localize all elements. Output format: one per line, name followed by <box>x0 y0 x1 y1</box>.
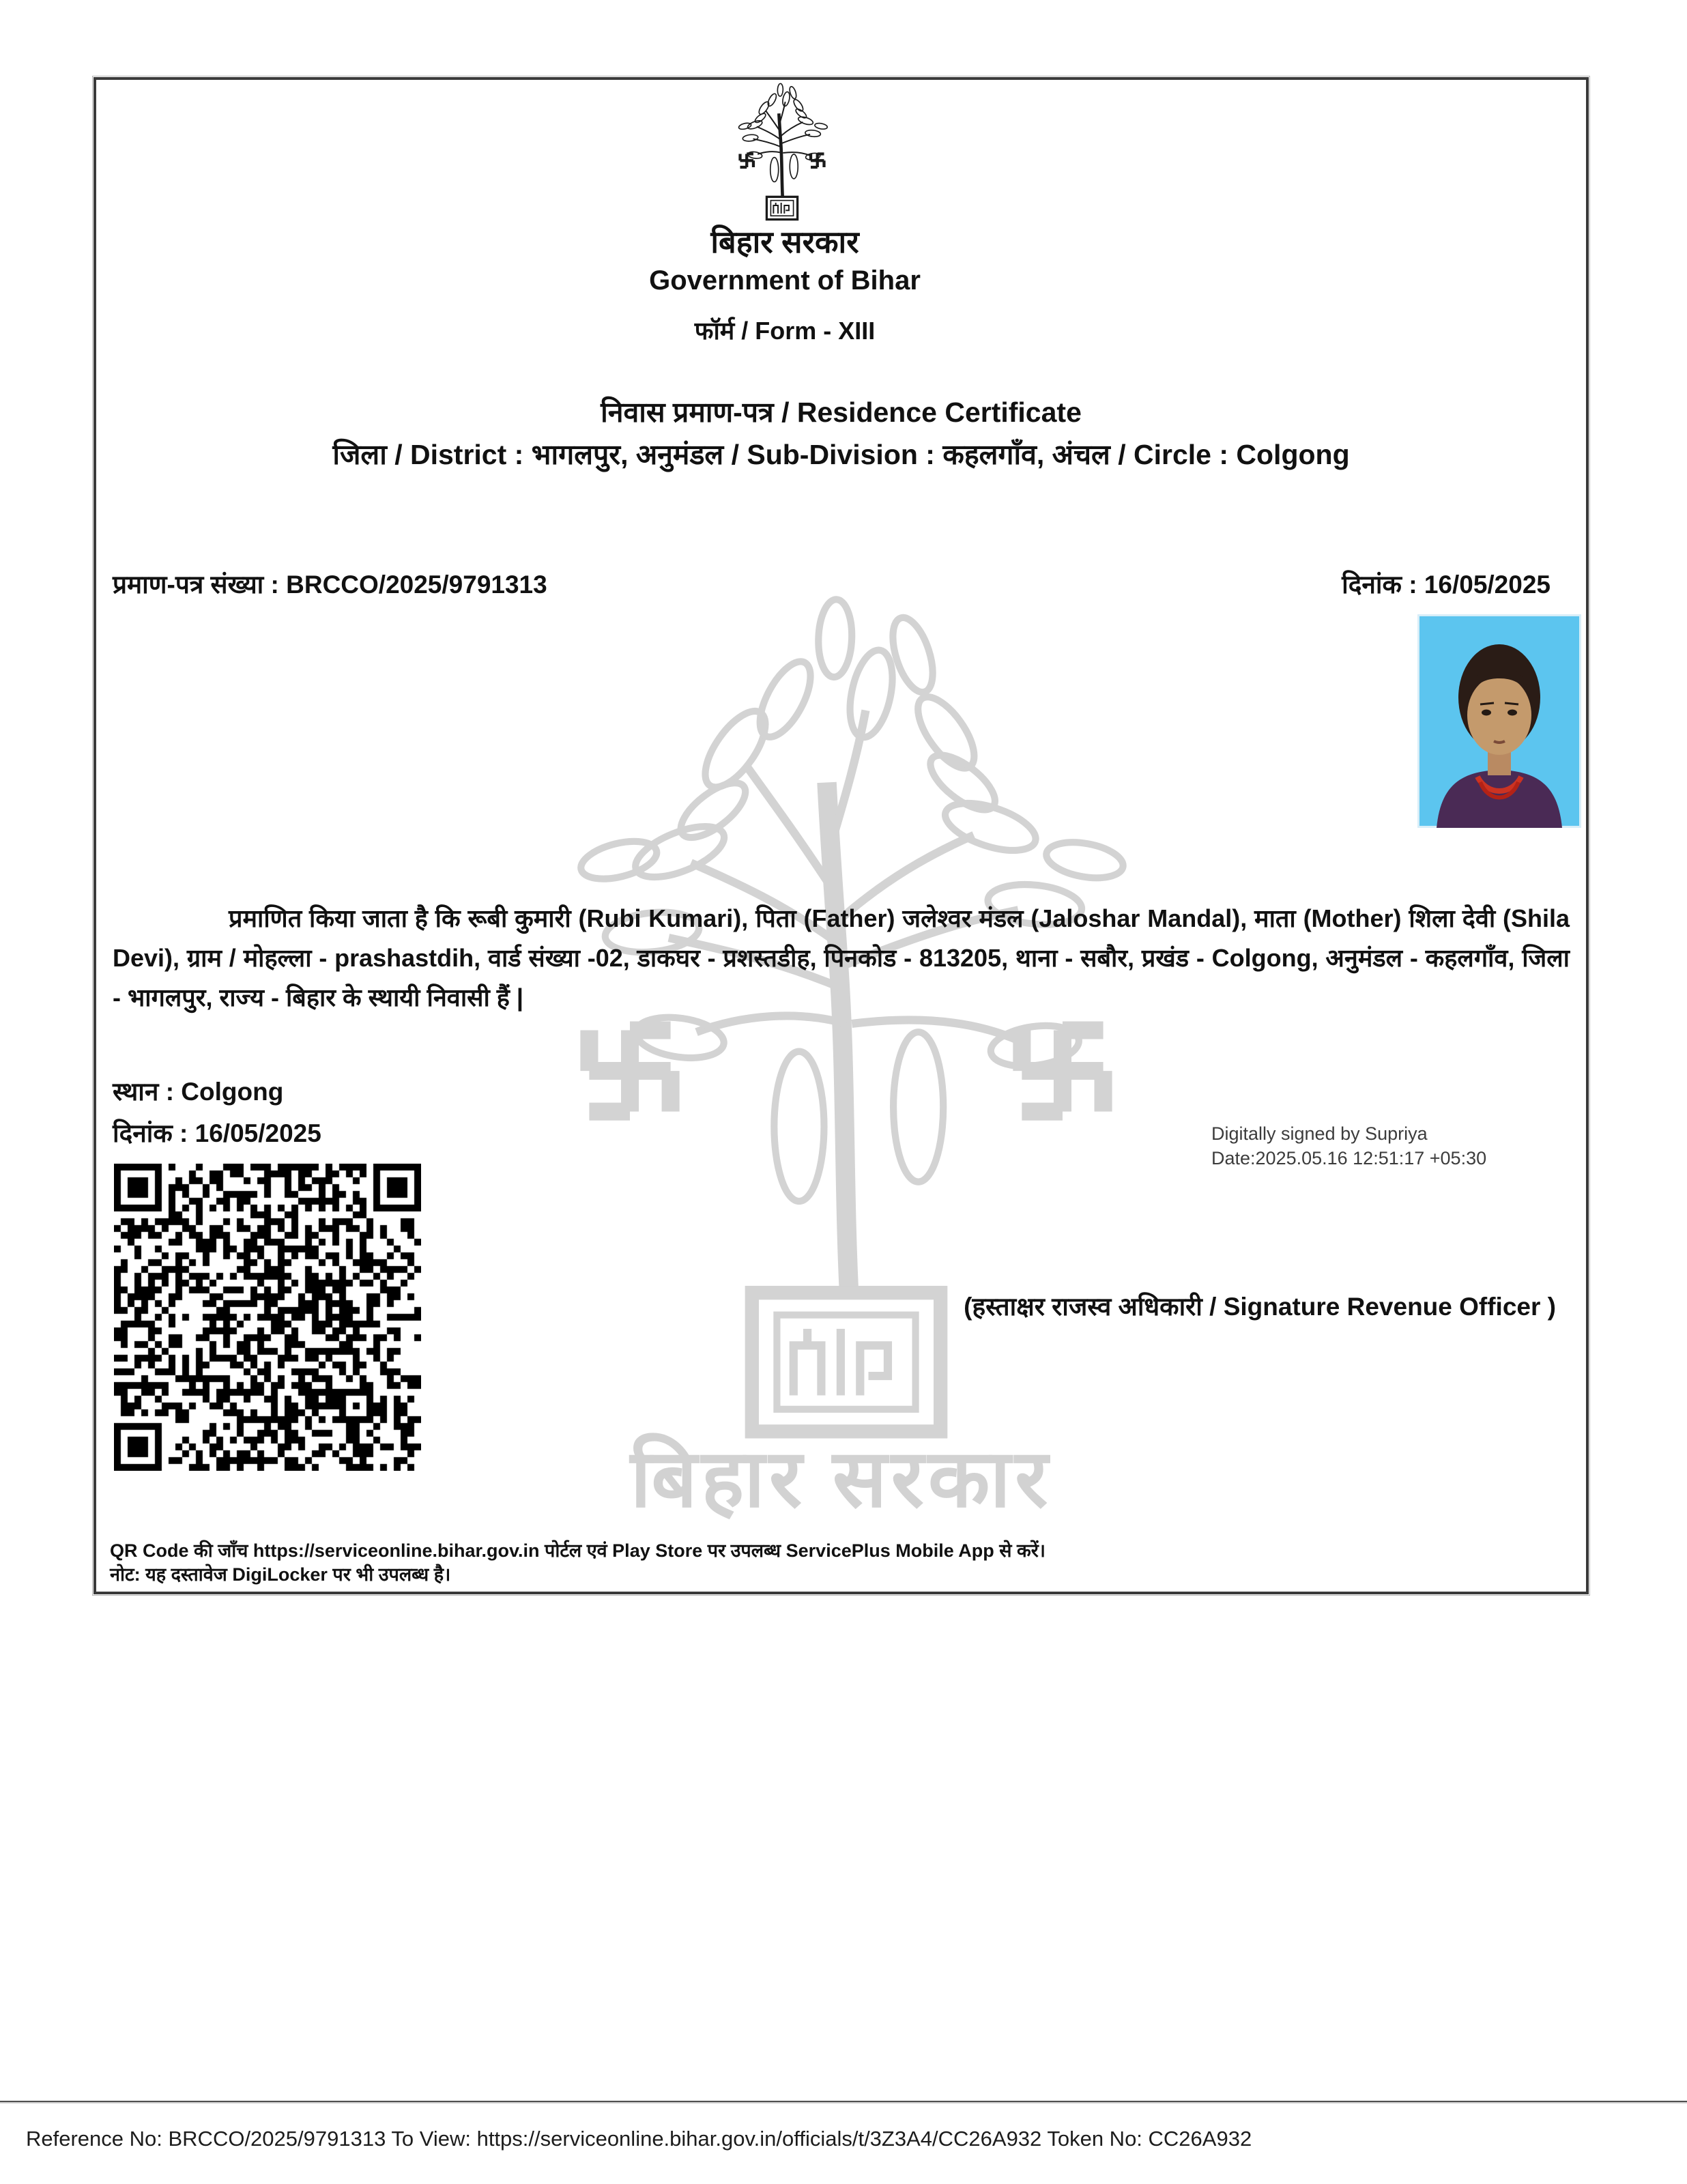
footer-reference-line: Reference No: BRCCO/2025/9791313 To View: https://serviceonline.bihar.gov.in/officials/t/3Z3A4/CC26A932 Token No: CC26A932 <box>26 2127 1252 2151</box>
revenue-officer-signature-label: (हस्ताक्षर राजस्व अधिकारी / Signature Revenue Officer ) <box>964 1293 1556 1321</box>
digital-signature-line1: Digitally signed by Supriya <box>1211 1123 1428 1144</box>
residence-certificate <box>93 77 1589 1594</box>
certificate-body-text: प्रमाणित किया जाता है कि रूबी कुमारी (Rubi Kumari), पिता (Father) जलेश्वर मंडल (Jaloshar Mandal), माता (Mother) शिला देवी (Shila Devi), ग्राम / मोहल्ला - prashastdih, वार्ड संख्या -02, डाकघर - प्रशस्तडीह, पिनकोड - 813205, थाना - सबौर, प्रखंड - Colgong, अनुमंडल - कहलगाँव, जिला - भागलपुर, राज्य - बिहार के स्थायी निवासी हैं | <box>113 904 1570 1011</box>
district-line: जिला / District : भागलपुर, अनुमंडल / Sub-Division : कहलगाँव, अंचल / Circle : Colgong <box>332 439 1350 470</box>
watermark-text: बिहार सरकार <box>630 1434 1052 1524</box>
bihar-emblem-watermark-icon <box>541 594 1151 1454</box>
qr-code <box>114 1164 421 1471</box>
digital-signature-line2: Date:2025.05.16 12:51:17 +05:30 <box>1211 1148 1487 1168</box>
digital-signature-block <box>1211 1121 1486 1170</box>
signoff-place: स्थान : Colgong <box>113 1078 284 1106</box>
certificate-title: निवास प्रमाण-पत्र / Residence Certificate <box>601 397 1082 428</box>
org-name-hindi: बिहार सरकार <box>710 225 859 259</box>
footer-divider <box>0 2101 1687 2103</box>
form-number-line: फॉर्म / Form - XIII <box>694 317 876 345</box>
issue-date: दिनांक : 16/05/2025 <box>1342 571 1551 599</box>
qr-verification-note: QR Code की जाँच https://serviceonline.bihar.gov.in पोर्टल एवं Play Store पर उपलब्ध ServicePlus Mobile App से करें। <box>110 1540 1046 1561</box>
bihar-government-emblem-icon <box>732 83 832 223</box>
org-name-english: Government of Bihar <box>649 265 921 296</box>
applicant-photo <box>1417 614 1581 828</box>
digilocker-note: नोट: यह दस्तावेज DigiLocker पर भी उपलब्ध है। <box>110 1564 451 1585</box>
certificate-number: प्रमाण-पत्र संख्या : BRCCO/2025/9791313 <box>113 571 547 599</box>
signoff-date: दिनांक : 16/05/2025 <box>113 1119 321 1147</box>
verification-notes <box>110 1539 1046 1587</box>
